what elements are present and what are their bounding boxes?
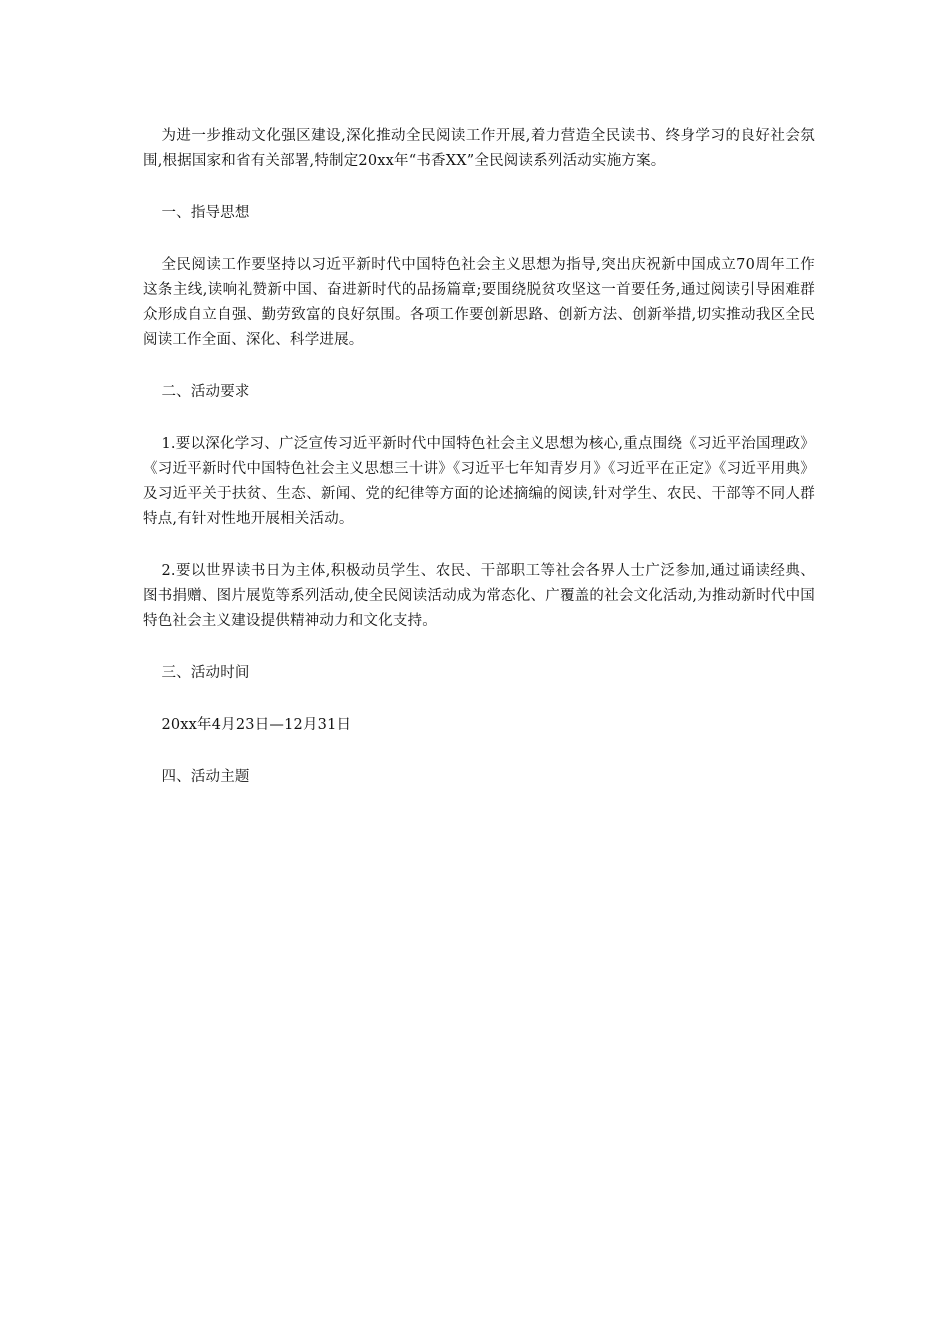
guiding-ideology-paragraph: 全民阅读工作要坚持以习近平新时代中国特色社会主义思想为指导,突出庆祝新中国成立70周年工作这条主线,读响礼赞新中国、奋进新时代的品扬篇章;要围绕脱贫攻坚这一首要任务,通过阅读引导困难群众形成自立自强、勤劳致富的良好氛围。各项工作要创新思路、创新方法、创新举措,切实推动我区全民阅读工作全面、深化、科学进展。 (143, 257, 815, 348)
section-heading-activity-time: 三、活动时间 (161, 665, 250, 681)
section-heading-activity-requirements: 二、活动要求 (161, 384, 250, 400)
requirement-item-2: 2.要以世界读书日为主体,积极动员学生、农民、干部职工等社会各界人士广泛参加,通过诵读经典、图书捐赠、图片展览等系列活动,使全民阅读活动成为常态化、广覆盖的社会文化活动,为推动新时代中国特色社会主义建设提供精神动力和文化支持。 (143, 563, 815, 629)
requirement-item-1: 1.要以深化学习、广泛宣传习近平新时代中国特色社会主义思想为核心,重点围绕《习近平治国理政》《习近平新时代中国特色社会主义思想三十讲》《习近平七年知青岁月》《习近平在正定》《习近平用典》及习近平关于扶贫、生态、新闻、党的纪律等方面的论述摘编的阅读,针对学生、农民、干部等不同人群特点,有针对性地开展相关活动。 (143, 436, 815, 527)
document-page (143, 124, 815, 817)
section-heading-guiding-ideology: 一、指导思想 (161, 205, 250, 221)
section-heading-activity-theme: 四、活动主题 (161, 769, 250, 785)
intro-paragraph: 为进一步推动文化强区建设,深化推动全民阅读工作开展,着力营造全民读书、终身学习的良好社会氛围,根据国家和省有关部署,特制定20xx年“书香XX”全民阅读系列活动实施方案。 (143, 128, 815, 169)
activity-time-value: 20xx年4月23日—12月31日 (161, 717, 352, 733)
